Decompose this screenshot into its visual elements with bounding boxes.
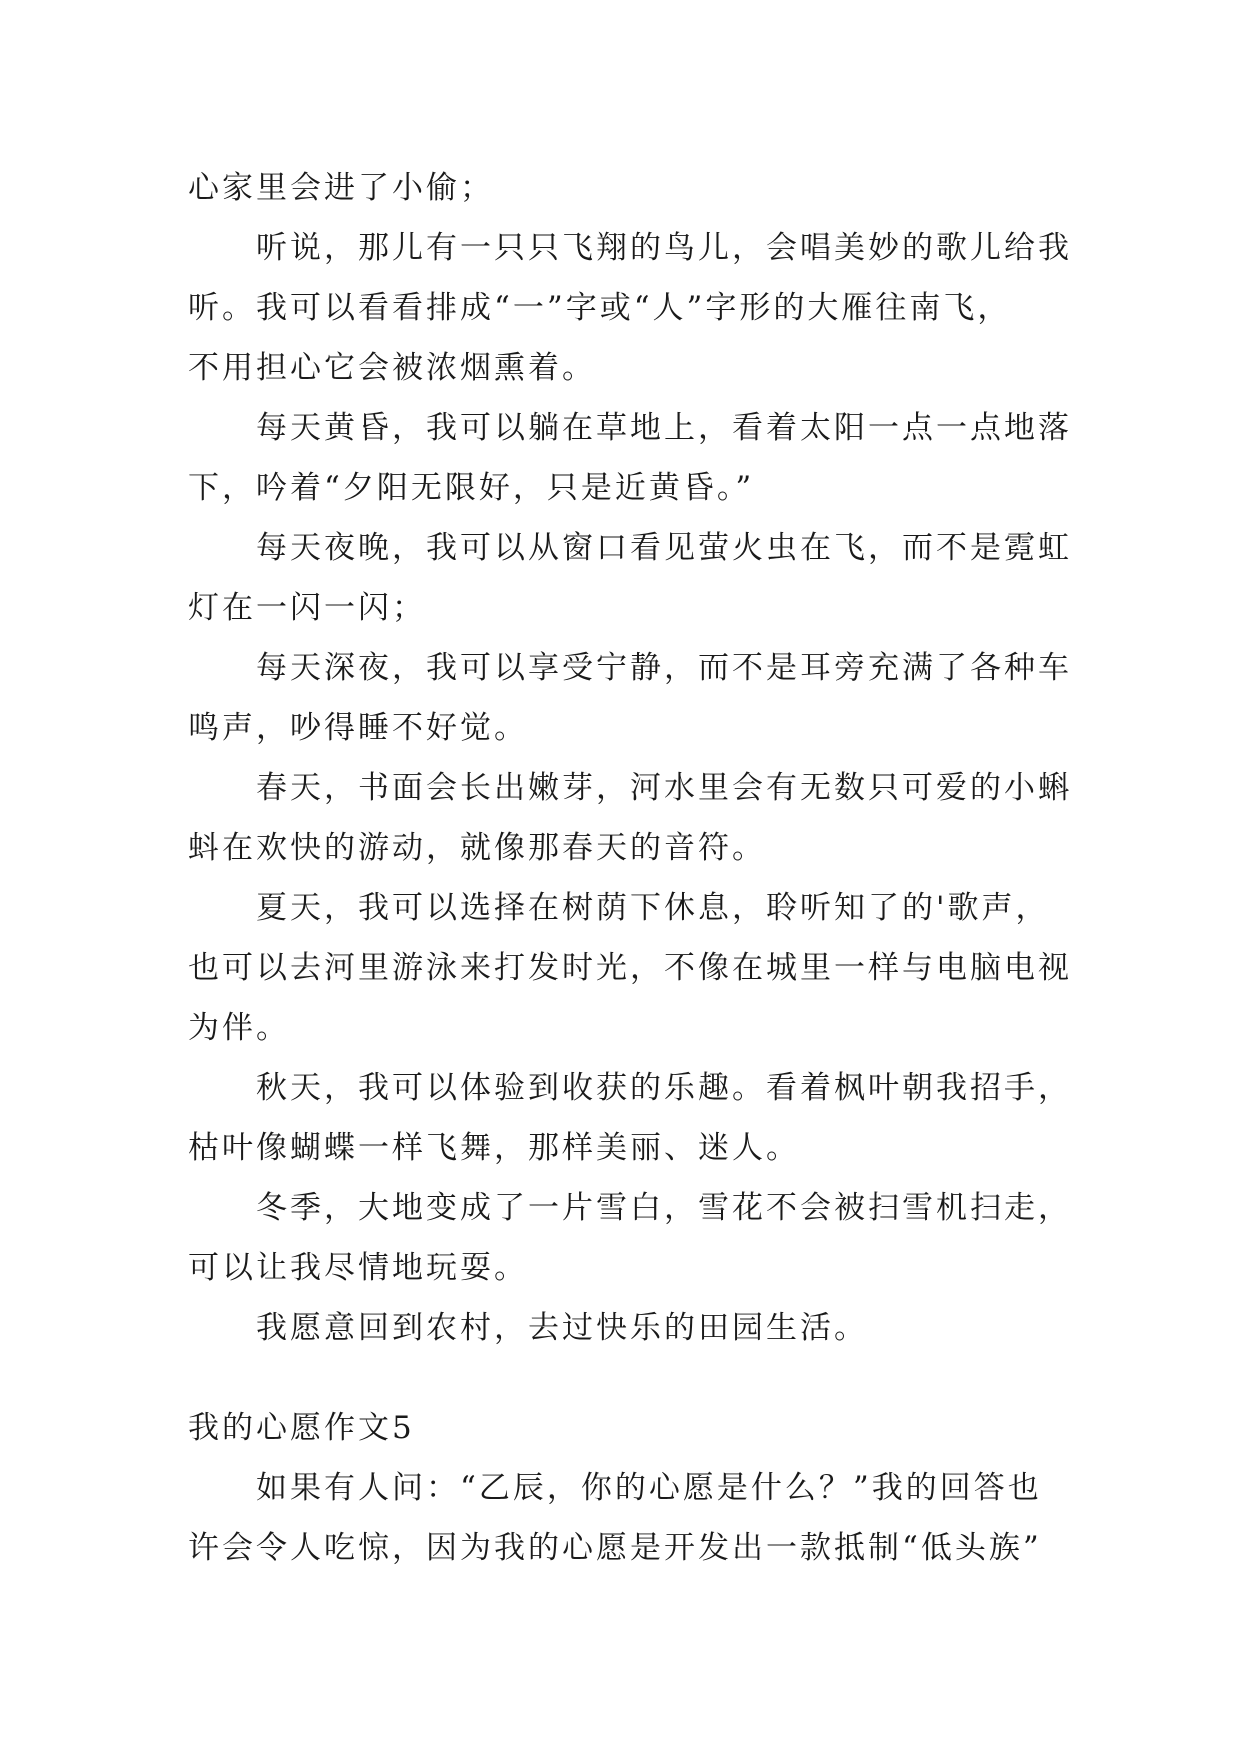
text-line: 听说，那儿有一只只飞翔的鸟儿，会唱美妙的歌儿给我 bbox=[256, 230, 1072, 266]
text-line: 蚪在欢快的游动，就像那春天的音符。 bbox=[188, 830, 766, 866]
text-line: 灯在一闪一闪； bbox=[188, 590, 426, 626]
text-line: 不用担心它会被浓烟熏着。 bbox=[188, 350, 596, 386]
text-line: 如果有人问：“乙辰，你的心愿是什么？”我的回答也 bbox=[256, 1470, 1042, 1506]
text-line: 听。我可以看看排成“一”字或“人”字形的大雁往南飞， bbox=[188, 290, 1012, 326]
text-line: 我愿意回到农村，去过快乐的田园生活。 bbox=[256, 1310, 868, 1346]
text-line: 每天夜晚，我可以从窗口看见萤火虫在飞，而不是霓虹 bbox=[256, 530, 1072, 566]
section-gap bbox=[188, 1358, 1068, 1398]
text-line: 也可以去河里游泳来打发时光，不像在城里一样与电脑电视 bbox=[188, 950, 1072, 986]
text-line: 可以让我尽情地玩耍。 bbox=[188, 1250, 528, 1286]
text-line: 许会令人吃惊，因为我的心愿是开发出一款抵制“低头族” bbox=[188, 1530, 1042, 1566]
text-line: 为伴。 bbox=[188, 1010, 290, 1046]
text-line: 心家里会进了小偷； bbox=[188, 170, 494, 206]
text-line: 秋天，我可以体验到收获的乐趣。看着枫叶朝我招手， bbox=[256, 1070, 1072, 1106]
text-line: 夏天，我可以选择在树荫下休息，聆听知了的'歌声， bbox=[256, 890, 1050, 926]
text-line: 春天，书面会长出嫩芽，河水里会有无数只可爱的小蝌 bbox=[256, 770, 1072, 806]
text-line: 鸣声，吵得睡不好觉。 bbox=[188, 710, 528, 746]
text-line: 枯叶像蝴蝶一样飞舞，那样美丽、迷人。 bbox=[188, 1130, 800, 1166]
section-heading: 我的心愿作文5 bbox=[188, 1410, 415, 1446]
document-body bbox=[188, 158, 1072, 1578]
text-line: 下，吟着“夕阳无限好，只是近黄昏。” bbox=[188, 470, 755, 506]
text-line: 每天黄昏，我可以躺在草地上，看着太阳一点一点地落 bbox=[256, 410, 1072, 446]
text-line: 每天深夜，我可以享受宁静，而不是耳旁充满了各种车 bbox=[256, 650, 1072, 686]
text-line: 冬季，大地变成了一片雪白，雪花不会被扫雪机扫走， bbox=[256, 1190, 1072, 1226]
